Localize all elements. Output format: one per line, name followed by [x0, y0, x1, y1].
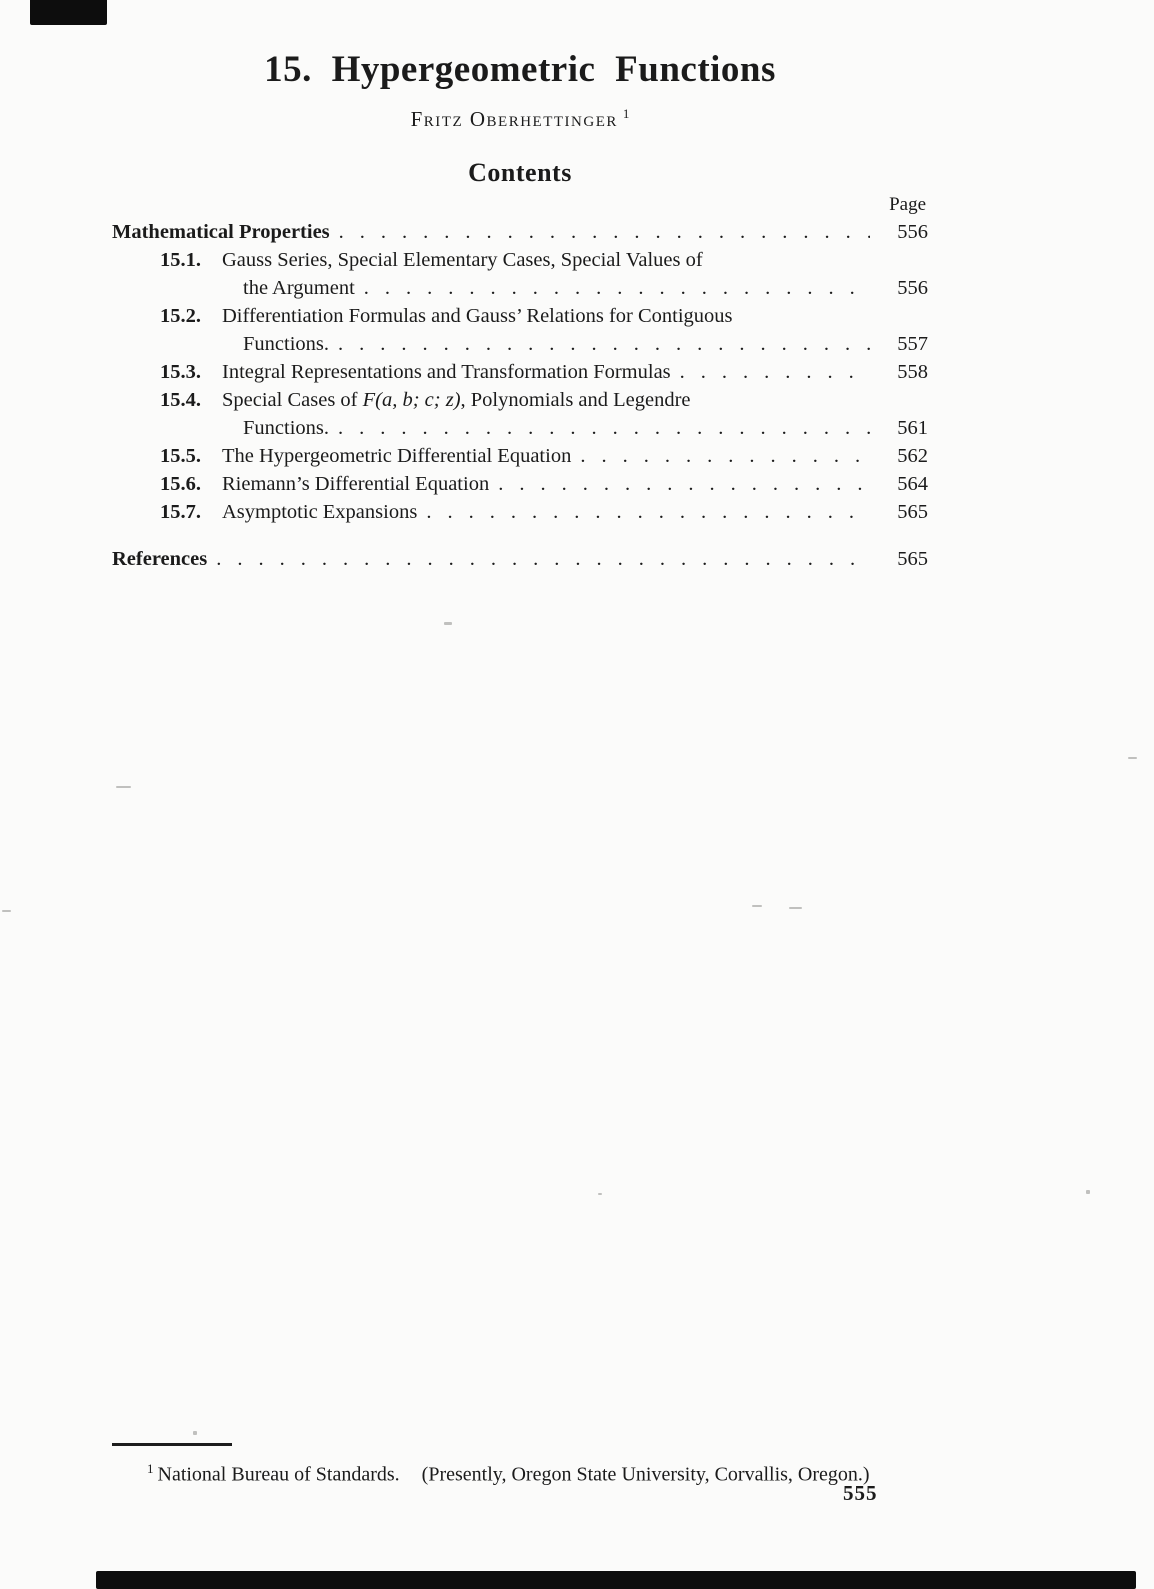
toc-row — [112, 358, 928, 386]
toc-entry-number: 15.5. — [160, 444, 201, 467]
toc-entry-text: Functions. — [243, 332, 329, 355]
toc-entry-text: Integral Representations and Transformation Formulas — [222, 360, 671, 383]
scan-speck — [2, 910, 11, 912]
toc-entry-number: 15.4. — [160, 388, 201, 411]
toc-entry-text: Functions. — [243, 416, 329, 439]
scan-artifact-bottom — [96, 1571, 1136, 1589]
toc-page-number: 561 — [897, 416, 928, 439]
toc-row — [112, 246, 928, 274]
toc-entry-number: 15.1. — [160, 248, 201, 271]
toc-page-number: 564 — [897, 472, 928, 495]
footnote-parenthetical: (Presently, Oregon State University, Corvallis, Oregon.) — [421, 1463, 870, 1486]
scan-speck — [789, 907, 802, 909]
toc-dot-leader — [680, 358, 870, 386]
toc-dot-leader — [338, 414, 870, 442]
page-column-label: Page — [889, 193, 926, 215]
footnote — [147, 1456, 1017, 1488]
scan-speck — [598, 1193, 602, 1195]
scan-speck — [1086, 1190, 1090, 1194]
scan-speck — [752, 905, 762, 907]
toc-row — [112, 386, 928, 414]
toc-row — [112, 442, 928, 470]
toc-row — [112, 274, 928, 302]
toc-row — [112, 545, 928, 573]
toc-dot-leader — [426, 498, 870, 526]
toc-entry-text: References — [112, 547, 208, 570]
toc-page-number: 558 — [897, 360, 928, 383]
toc-row — [112, 414, 928, 442]
toc-row — [112, 470, 928, 498]
scan-artifact-top-left — [30, 0, 107, 25]
scan-speck — [116, 786, 131, 788]
toc-entry-number: 15.2. — [160, 304, 201, 327]
scan-speck — [193, 1431, 197, 1435]
toc-page-number: 556 — [897, 220, 928, 243]
author-line — [112, 106, 928, 132]
toc-dot-leader — [339, 218, 870, 246]
scan-speck — [444, 622, 452, 625]
toc-entry-text: Riemann’s Differential Equation — [222, 472, 490, 495]
table-of-contents — [112, 218, 928, 573]
author-name: Fritz Oberhettinger — [410, 106, 618, 131]
toc-dot-leader — [364, 274, 870, 302]
toc-row — [112, 330, 928, 358]
toc-entry-text: Mathematical Properties — [112, 220, 330, 243]
toc-row — [112, 302, 928, 330]
toc-page-number: 556 — [897, 276, 928, 299]
toc-page-number: 557 — [897, 332, 928, 355]
toc-entry-number: 15.3. — [160, 360, 201, 383]
contents-heading: Contents — [468, 157, 572, 187]
footnote-rule — [112, 1443, 232, 1446]
toc-entry-text: The Hypergeometric Differential Equation — [222, 444, 572, 467]
content-column — [112, 0, 928, 573]
author-footnote-mark: 1 — [622, 105, 630, 121]
footnote-mark: 1 — [147, 1461, 154, 1476]
toc-entry-number: 15.7. — [160, 500, 201, 523]
toc-entry-number: 15.6. — [160, 472, 201, 495]
toc-page-number: 565 — [897, 500, 928, 523]
page-number: 555 — [843, 1481, 878, 1505]
toc-page-number: 565 — [897, 547, 928, 570]
toc-dot-leader — [216, 545, 870, 573]
toc-dot-leader — [338, 330, 870, 358]
toc-row — [112, 218, 928, 246]
toc-dot-leader — [580, 442, 870, 470]
chapter-title: 15. Hypergeometric Functions — [264, 49, 776, 90]
toc-dot-leader — [498, 470, 870, 498]
toc-page-number: 562 — [897, 444, 928, 467]
toc-row — [112, 498, 928, 526]
toc-entry-text: Differentiation Formulas and Gauss’ Relations for Contiguous — [222, 304, 733, 327]
scan-speck — [1128, 757, 1137, 759]
toc-entry-text: Special Cases of F(a, b; c; z), Polynomials and Legendre — [222, 388, 691, 411]
toc-entry-text: Gauss Series, Special Elementary Cases, Special Values of — [222, 248, 703, 271]
toc-entry-text: the Argument — [243, 276, 355, 299]
toc-entry-text: Asymptotic Expansions — [222, 500, 418, 523]
footnote-affiliation: National Bureau of Standards. — [157, 1463, 400, 1486]
